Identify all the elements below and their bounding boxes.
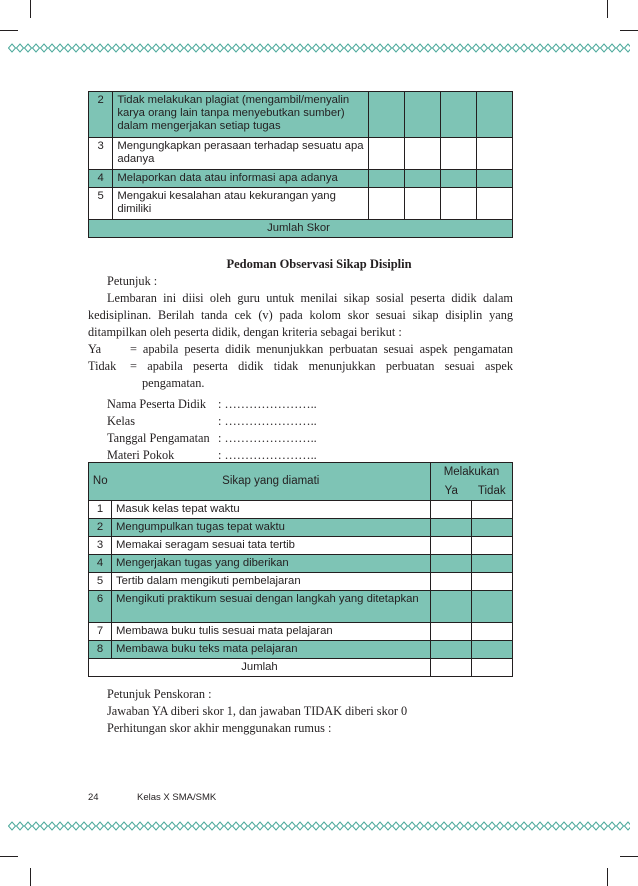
score-cell[interactable] xyxy=(405,188,441,220)
field-value[interactable]: : ………………….. xyxy=(218,397,317,411)
crop-mark xyxy=(620,30,638,31)
tidak-total-cell[interactable] xyxy=(472,659,513,677)
crop-mark xyxy=(607,868,608,886)
table-row xyxy=(89,188,513,220)
ya-cell[interactable] xyxy=(431,623,472,641)
table-row xyxy=(89,92,513,138)
field-label: Nama Peserta Didik xyxy=(107,397,207,411)
table-row xyxy=(89,591,513,623)
honesty-observation-table xyxy=(88,91,513,238)
field-label: Kelas xyxy=(107,414,135,428)
score-cell[interactable] xyxy=(477,170,513,188)
field-value[interactable]: : ………………….. xyxy=(218,431,317,445)
ya-cell[interactable] xyxy=(431,519,472,537)
top-ornament-border xyxy=(8,43,630,53)
table-row xyxy=(89,138,513,170)
row-number: 8 xyxy=(89,641,112,659)
field-value[interactable]: : ………………….. xyxy=(218,414,317,428)
table-row xyxy=(89,537,513,555)
crop-mark xyxy=(0,856,18,857)
row-number: 3 xyxy=(89,537,112,555)
ya-cell[interactable] xyxy=(431,573,472,591)
row-number: 5 xyxy=(89,573,112,591)
ya-cell[interactable] xyxy=(431,501,472,519)
criteria-ya-text: = apabila peserta didik menunjukkan perbuatan sesuai aspek pengamatan xyxy=(130,342,513,356)
section-title: Pedoman Observasi Sikap Disiplin xyxy=(226,257,412,271)
crop-mark xyxy=(30,868,31,886)
score-cell[interactable] xyxy=(369,92,405,138)
row-aspect: Mengakui kesalahan atau kekurangan yang dimiliki xyxy=(113,188,369,220)
score-cell[interactable] xyxy=(405,138,441,170)
ya-total-cell[interactable] xyxy=(431,659,472,677)
crop-mark xyxy=(30,0,31,18)
row-aspect: Melaporkan data atau informasi apa adanya xyxy=(113,170,369,188)
score-cell[interactable] xyxy=(405,170,441,188)
crop-mark xyxy=(607,0,608,18)
field-value[interactable]: : ………………….. xyxy=(218,448,317,462)
score-cell[interactable] xyxy=(405,92,441,138)
header-no: No xyxy=(89,463,112,501)
score-cell[interactable] xyxy=(477,138,513,170)
score-cell[interactable] xyxy=(369,188,405,220)
scoring-line: Perhitungan skor akhir menggunakan rumus : xyxy=(107,721,332,735)
tidak-cell[interactable] xyxy=(472,591,513,623)
page-number: 24 xyxy=(88,792,99,803)
table-row xyxy=(89,555,513,573)
total-label: Jumlah Skor xyxy=(89,220,513,238)
instruction-line: ditampilkan oleh peserta didik, dengan kriteria sebagai berikut : xyxy=(88,325,402,339)
instruction-line: Lembaran ini diisi oleh guru untuk menilai sikap sosial peserta didik dalam xyxy=(107,291,513,305)
row-aspect: Tidak melakukan plagiat (mengambil/menyalin karya orang lain tanpa menyebutkan sumber) dalam mengerjakan setiap tugas xyxy=(113,92,369,138)
tidak-cell[interactable] xyxy=(472,519,513,537)
tidak-cell[interactable] xyxy=(472,501,513,519)
tidak-cell[interactable] xyxy=(472,555,513,573)
row-aspect: Mengikuti praktikum sesuai dengan langkah yang ditetapkan xyxy=(112,591,431,623)
row-number: 2 xyxy=(89,92,113,138)
book-title: Kelas X SMA/SMK xyxy=(137,792,217,803)
ya-cell[interactable] xyxy=(431,555,472,573)
score-cell[interactable] xyxy=(441,170,477,188)
row-number: 5 xyxy=(89,188,113,220)
tidak-cell[interactable] xyxy=(472,537,513,555)
field-label: Materi Pokok xyxy=(107,448,175,462)
tidak-cell[interactable] xyxy=(472,573,513,591)
row-aspect: Mengerjakan tugas yang diberikan xyxy=(112,555,431,573)
crop-mark xyxy=(620,856,638,857)
discipline-observation-table xyxy=(88,462,513,677)
row-number: 3 xyxy=(89,138,113,170)
row-aspect: Mengungkapkan perasaan terhadap sesuatu apa adanya xyxy=(113,138,369,170)
bottom-ornament-border xyxy=(8,821,630,831)
row-number: 2 xyxy=(89,519,112,537)
instruction-label: Petunjuk : xyxy=(107,274,158,288)
header-melakukan: Melakukan xyxy=(431,463,513,483)
criteria-tidak-text: = apabila peserta didik tidak menunjukkan perbuatan sesuai aspek xyxy=(130,359,513,373)
total-label: Jumlah xyxy=(89,659,431,677)
score-cell[interactable] xyxy=(441,92,477,138)
total-row xyxy=(89,220,513,238)
ya-cell[interactable] xyxy=(431,641,472,659)
instruction-line: kedisiplinan. Berilah tanda cek (v) pada kolom skor sesuai sikap disiplin yang xyxy=(88,308,513,322)
table-row xyxy=(89,641,513,659)
row-aspect: Membawa buku teks mata pelajaran xyxy=(112,641,431,659)
row-aspect: Membawa buku tulis sesuai mata pelajaran xyxy=(112,623,431,641)
row-number: 4 xyxy=(89,170,113,188)
criteria-tidak-label: Tidak xyxy=(88,359,117,373)
scoring-title: Petunjuk Penskoran : xyxy=(107,687,212,701)
score-cell[interactable] xyxy=(441,138,477,170)
table-header-row xyxy=(89,463,513,483)
score-cell[interactable] xyxy=(369,170,405,188)
table-row xyxy=(89,573,513,591)
criteria-ya-label: Ya xyxy=(88,342,102,356)
tidak-cell[interactable] xyxy=(472,641,513,659)
criteria-tidak-text: pengamatan. xyxy=(142,376,205,390)
row-number: 6 xyxy=(89,591,112,623)
row-number: 4 xyxy=(89,555,112,573)
total-row xyxy=(89,659,513,677)
header-tidak: Tidak xyxy=(472,483,513,501)
header-ya: Ya xyxy=(431,483,472,501)
row-aspect: Tertib dalam mengikuti pembelajaran xyxy=(112,573,431,591)
score-cell[interactable] xyxy=(477,92,513,138)
row-aspect: Masuk kelas tepat waktu xyxy=(112,501,431,519)
row-aspect: Memakai seragam sesuai tata tertib xyxy=(112,537,431,555)
row-aspect: Mengumpulkan tugas tepat waktu xyxy=(112,519,431,537)
row-number: 7 xyxy=(89,623,112,641)
tidak-cell[interactable] xyxy=(472,623,513,641)
header-sikap: Sikap yang diamati xyxy=(112,463,431,501)
table-row xyxy=(89,623,513,641)
row-number: 1 xyxy=(89,501,112,519)
ya-cell[interactable] xyxy=(431,591,472,623)
ya-cell[interactable] xyxy=(431,537,472,555)
crop-mark xyxy=(0,30,18,31)
field-label: Tanggal Pengamatan xyxy=(107,431,210,445)
table-row xyxy=(89,501,513,519)
table-row xyxy=(89,170,513,188)
table-row xyxy=(89,519,513,537)
score-cell[interactable] xyxy=(369,138,405,170)
score-cell[interactable] xyxy=(477,188,513,220)
scoring-line: Jawaban YA diberi skor 1, dan jawaban TIDAK diberi skor 0 xyxy=(107,704,408,718)
score-cell[interactable] xyxy=(441,188,477,220)
